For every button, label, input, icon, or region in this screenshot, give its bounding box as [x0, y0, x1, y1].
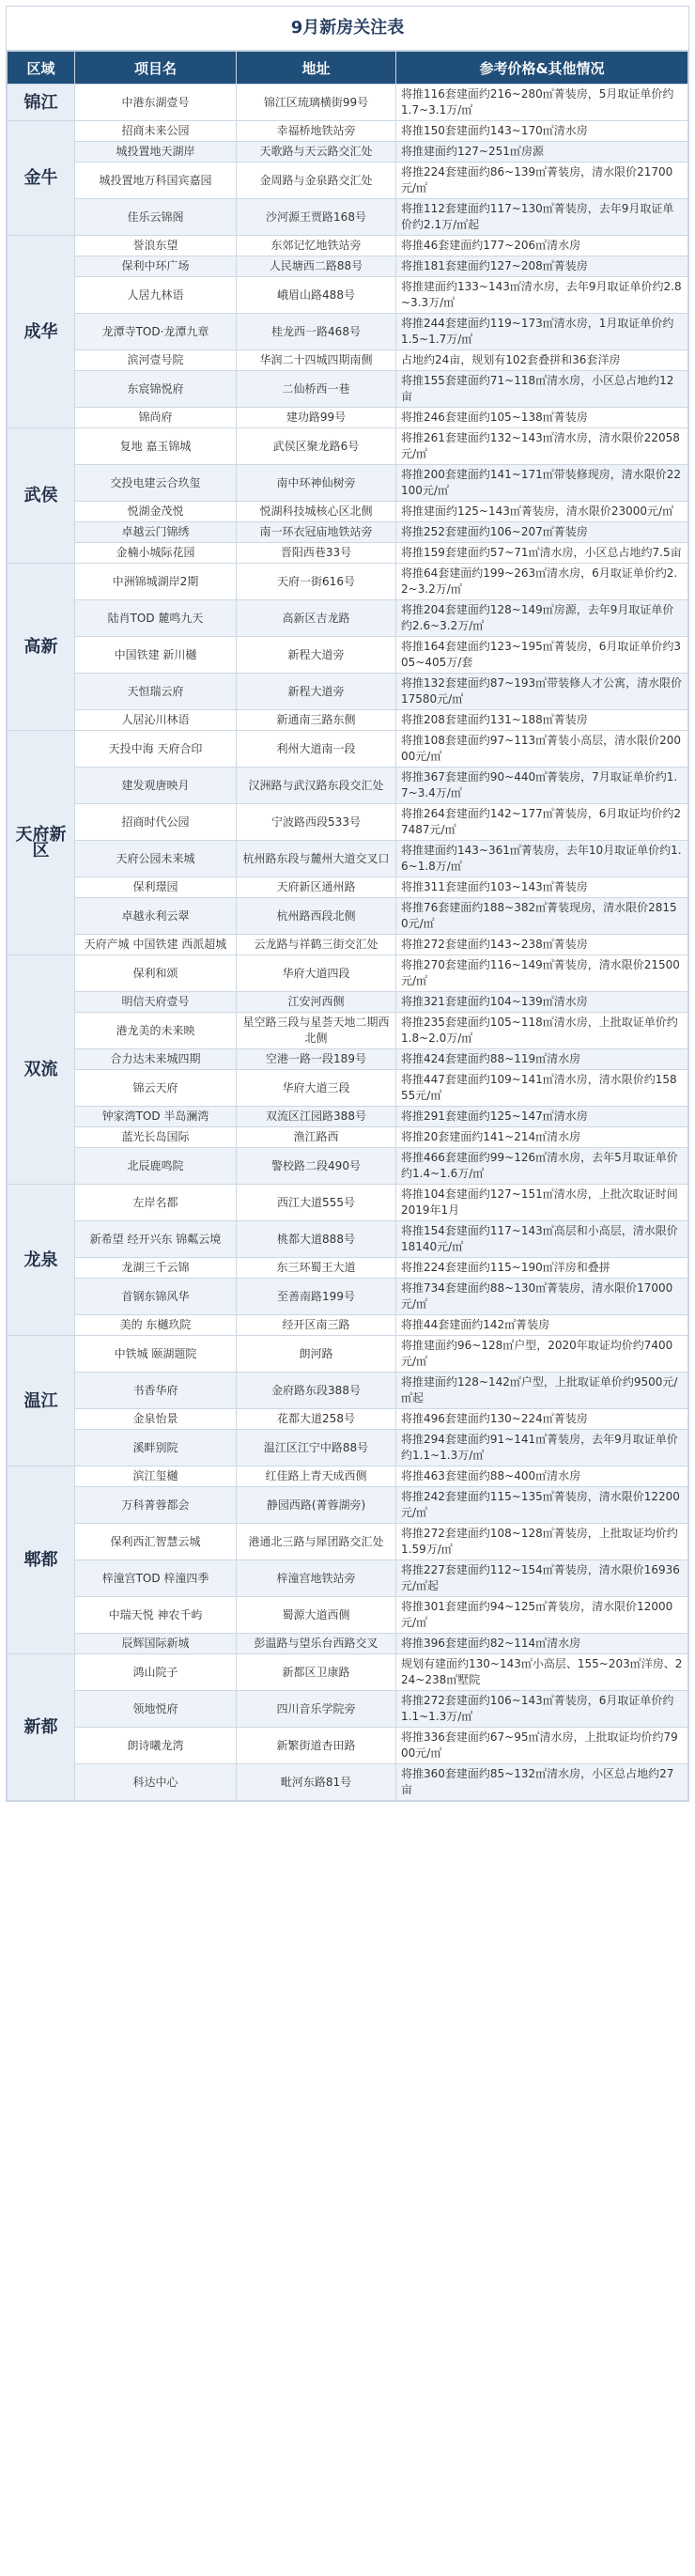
address-cell: 毗河东路81号 — [237, 1764, 396, 1801]
table-row — [8, 1315, 688, 1336]
header-project: 项目名 — [75, 52, 237, 85]
project-name-cell: 东宸锦悦府 — [75, 371, 237, 408]
project-name-cell: 鸿山院子 — [75, 1654, 237, 1691]
address-cell: 金府路东段388号 — [237, 1373, 396, 1409]
table-row — [8, 236, 688, 256]
table-row — [8, 350, 688, 371]
table-row — [8, 1430, 688, 1466]
address-cell: 朗河路 — [237, 1336, 396, 1373]
address-cell: 二仙桥西一巷 — [237, 371, 396, 408]
price-info-cell: 将推272套建面约108~128㎡菁装房，上批取证均价约1.59万/㎡ — [396, 1524, 688, 1560]
address-cell: 东三环蜀王大道 — [237, 1258, 396, 1279]
project-name-cell: 科达中心 — [75, 1764, 237, 1801]
table-row — [8, 408, 688, 428]
project-name-cell: 天恒瑞云府 — [75, 674, 237, 710]
project-name-cell: 保利璟园 — [75, 877, 237, 898]
price-info-cell: 将推360套建面约85~132㎡清水房，小区总占地约27亩 — [396, 1764, 688, 1801]
project-name-cell: 港龙美的未来映 — [75, 1013, 237, 1049]
header-price-info: 参考价格&其他情况 — [396, 52, 688, 85]
address-cell: 幸福桥地铁站旁 — [237, 121, 396, 142]
price-info-cell: 将推112套建面约117~130㎡菁装房，去年9月取证单价约2.1万/㎡起 — [396, 199, 688, 236]
price-info-cell: 将推294套建面约91~141㎡菁装房，去年9月取证单价约1.1~1.3万/㎡ — [396, 1430, 688, 1466]
table-row — [8, 199, 688, 236]
region-cell: 龙泉 — [8, 1185, 75, 1336]
project-name-cell: 天投中海 天府合印 — [75, 731, 237, 768]
address-cell: 花都大道258号 — [237, 1409, 396, 1430]
project-name-cell: 交投电建云合玖玺 — [75, 465, 237, 502]
address-cell: 渔江路西 — [237, 1127, 396, 1148]
project-name-cell: 明信天府壹号 — [75, 992, 237, 1013]
project-name-cell: 天府公园未来城 — [75, 841, 237, 877]
project-name-cell: 书香华府 — [75, 1373, 237, 1409]
price-info-cell: 将推367套建面约90~440㎡菁装房，7月取证单价约1.7~3.4万/㎡ — [396, 768, 688, 804]
table-row — [8, 522, 688, 543]
region-cell: 成华 — [8, 236, 75, 428]
price-info-cell: 将推246套建面约105~138㎡菁装房 — [396, 408, 688, 428]
table-row — [8, 256, 688, 277]
address-cell: 天府新区通州路 — [237, 877, 396, 898]
table-row — [8, 1373, 688, 1409]
address-cell: 汉洲路与武汉路东段交汇处 — [237, 768, 396, 804]
project-name-cell: 合力达未来城四期 — [75, 1049, 237, 1070]
address-cell: 悦湖科技城核心区北侧 — [237, 502, 396, 522]
table-row — [8, 804, 688, 841]
project-name-cell: 陆肖TOD 麓鸣九天 — [75, 600, 237, 637]
address-cell: 宁波路西段533号 — [237, 804, 396, 841]
table-row — [8, 1728, 688, 1764]
project-name-cell: 滨河壹号院 — [75, 350, 237, 371]
address-cell: 彭温路与望乐台西路交叉 — [237, 1634, 396, 1654]
project-name-cell: 城投置地万科国宾嘉园 — [75, 163, 237, 199]
price-info-cell: 将推463套建面约88~400㎡清水房 — [396, 1466, 688, 1487]
table-row — [8, 371, 688, 408]
region-cell: 锦江 — [8, 85, 75, 121]
project-name-cell: 北辰鹿鸣院 — [75, 1148, 237, 1185]
project-name-cell: 誉浪东望 — [75, 236, 237, 256]
table-row — [8, 1691, 688, 1728]
address-cell: 华润二十四城四期南侧 — [237, 350, 396, 371]
project-name-cell: 天府产城 中国铁建 西派超城 — [75, 935, 237, 955]
price-info-cell: 将推734套建面约88~130㎡菁装房，清水限价17000元/㎡ — [396, 1279, 688, 1315]
price-info-cell: 将推159套建面约57~71㎡清水房，小区总占地约7.5亩 — [396, 543, 688, 564]
region-cell: 郫都 — [8, 1466, 75, 1654]
project-name-cell: 辰辉国际新城 — [75, 1634, 237, 1654]
table-row — [8, 1107, 688, 1127]
table-row — [8, 1336, 688, 1373]
address-cell: 星空路三段与星荟天地二期西北侧 — [237, 1013, 396, 1049]
project-name-cell: 左岸名都 — [75, 1185, 237, 1221]
table-row — [8, 142, 688, 163]
address-cell: 经开区南三路 — [237, 1315, 396, 1336]
price-info-cell: 将推建面约133~143㎡清水房，去年9月取证单价约2.8~3.3万/㎡ — [396, 277, 688, 314]
table-row — [8, 1466, 688, 1487]
price-info-cell: 将推496套建面约130~224㎡菁装房 — [396, 1409, 688, 1430]
page-title: 9月新房关注表 — [7, 7, 688, 51]
price-info-cell: 将推208套建面约131~188㎡菁装房 — [396, 710, 688, 731]
price-info-cell: 将推261套建面约132~143㎡清水房，清水限价22058元/㎡ — [396, 428, 688, 465]
table-row — [8, 314, 688, 350]
price-info-cell: 将推227套建面约112~154㎡菁装房，清水限价16936元/㎡起 — [396, 1560, 688, 1597]
table-row — [8, 955, 688, 992]
project-name-cell: 朗诗曦龙湾 — [75, 1728, 237, 1764]
project-name-cell: 龙湖三千云锦 — [75, 1258, 237, 1279]
address-cell: 南一环衣冠庙地铁站旁 — [237, 522, 396, 543]
address-cell: 锦江区琉璃横街99号 — [237, 85, 396, 121]
price-info-cell: 将推200套建面约141~171㎡带装修现房，清水限价22100元/㎡ — [396, 465, 688, 502]
address-cell: 西江大道555号 — [237, 1185, 396, 1221]
project-name-cell: 中铁城 颐湖题院 — [75, 1336, 237, 1373]
address-cell: 晋阳西巷33号 — [237, 543, 396, 564]
project-name-cell: 锦云天府 — [75, 1070, 237, 1107]
project-name-cell: 中瑞天悦 神农千屿 — [75, 1597, 237, 1634]
price-info-cell: 将推164套建面约123~195㎡菁装房，6月取证单价约305~405万/套 — [396, 637, 688, 674]
price-info-cell: 将推311套建面约103~143㎡菁装房 — [396, 877, 688, 898]
price-info-cell: 将推270套建面约116~149㎡菁装房，清水限价21500元/㎡ — [396, 955, 688, 992]
table-row — [8, 768, 688, 804]
region-cell: 金牛 — [8, 121, 75, 236]
table-row — [8, 465, 688, 502]
address-cell: 杭州路西段北侧 — [237, 898, 396, 935]
table-row — [8, 877, 688, 898]
table-row — [8, 1487, 688, 1524]
table-row — [8, 710, 688, 731]
price-info-cell: 将推272套建面约106~143㎡菁装房，6月取证单价约1.1~1.3万/㎡ — [396, 1691, 688, 1728]
table-row — [8, 1409, 688, 1430]
address-cell: 警校路二段490号 — [237, 1148, 396, 1185]
project-name-cell: 招商时代公园 — [75, 804, 237, 841]
price-info-cell: 将推155套建面约71~118㎡清水房，小区总占地约12亩 — [396, 371, 688, 408]
price-info-cell: 将推447套建面约109~141㎡清水房，清水限价约15855元/㎡ — [396, 1070, 688, 1107]
price-info-cell: 将推301套建面约94~125㎡菁装房，清水限价12000元/㎡ — [396, 1597, 688, 1634]
address-cell: 温江区江宁中路88号 — [237, 1430, 396, 1466]
table-row — [8, 428, 688, 465]
price-info-cell: 将推224套建面约115~190㎡洋房和叠拼 — [396, 1258, 688, 1279]
address-cell: 峨眉山路488号 — [237, 277, 396, 314]
table-row — [8, 674, 688, 710]
project-name-cell: 保利中环广场 — [75, 256, 237, 277]
price-info-cell: 将推396套建面约82~114㎡清水房 — [396, 1634, 688, 1654]
table-row — [8, 502, 688, 522]
address-cell: 金周路与金泉路交汇处 — [237, 163, 396, 199]
price-info-cell: 将推建面约127~251㎡房源 — [396, 142, 688, 163]
price-info-cell: 规划有建面约130~143㎡小高层、155~203㎡洋房、224~238㎡墅院 — [396, 1654, 688, 1691]
price-info-cell: 将推244套建面约119~173㎡清水房，1月取证单价约1.5~1.7万/㎡ — [396, 314, 688, 350]
price-info-cell: 将推建面约128~142㎡户型，上批取证单价约9500元/㎡起 — [396, 1373, 688, 1409]
address-cell: 南中环神仙树旁 — [237, 465, 396, 502]
table-row — [8, 637, 688, 674]
project-name-cell: 美的 东樾玖院 — [75, 1315, 237, 1336]
project-name-cell: 中国铁建 新川樾 — [75, 637, 237, 674]
address-cell: 至善南路199号 — [237, 1279, 396, 1315]
project-name-cell: 中港东湖壹号 — [75, 85, 237, 121]
region-cell: 温江 — [8, 1336, 75, 1466]
table-row — [8, 1185, 688, 1221]
price-info-cell: 将推建面约96~128㎡户型，2020年取证均价约7400元/㎡ — [396, 1336, 688, 1373]
price-info-cell: 将推104套建面约127~151㎡清水房，上批次取证时间2019年1月 — [396, 1185, 688, 1221]
address-cell: 高新区吉龙路 — [237, 600, 396, 637]
table-body — [8, 85, 688, 1801]
price-info-cell: 将推132套建面约87~193㎡带装修人才公寓，清水限价17580元/㎡ — [396, 674, 688, 710]
project-name-cell: 人居九林语 — [75, 277, 237, 314]
table-row — [8, 1634, 688, 1654]
address-cell: 新都区卫康路 — [237, 1654, 396, 1691]
project-name-cell: 招商未来公园 — [75, 121, 237, 142]
project-name-cell: 溪畔别院 — [75, 1430, 237, 1466]
address-cell: 静园西路(菁蓉湖旁) — [237, 1487, 396, 1524]
address-cell: 人民塘西二路88号 — [237, 256, 396, 277]
price-info-cell: 将推264套建面约142~177㎡菁装房，6月取证均价约27487元/㎡ — [396, 804, 688, 841]
address-cell: 沙河源王贾路168号 — [237, 199, 396, 236]
table-row — [8, 992, 688, 1013]
price-info-cell: 将推291套建面约125~147㎡清水房 — [396, 1107, 688, 1127]
table-row — [8, 85, 688, 121]
price-info-cell: 将推150套建面约143~170㎡清水房 — [396, 121, 688, 142]
price-info-cell: 将推46套建面约177~206㎡清水房 — [396, 236, 688, 256]
project-name-cell: 建发观唐映月 — [75, 768, 237, 804]
address-cell: 四川音乐学院旁 — [237, 1691, 396, 1728]
table-row — [8, 935, 688, 955]
address-cell: 新繁街道杏田路 — [237, 1728, 396, 1764]
project-name-cell: 卓越永利云翠 — [75, 898, 237, 935]
price-info-cell: 将推20套建面约141~214㎡清水房 — [396, 1127, 688, 1148]
project-name-cell: 万科菁蓉都会 — [75, 1487, 237, 1524]
price-info-cell: 占地约24亩，规划有102套叠拼和36套洋房 — [396, 350, 688, 371]
price-info-cell: 将推466套建面约99~126㎡清水房，去年5月取证单价约1.4~1.6万/㎡ — [396, 1148, 688, 1185]
address-cell: 新通南三路东侧 — [237, 710, 396, 731]
table-row — [8, 1279, 688, 1315]
project-name-cell: 金泉怡景 — [75, 1409, 237, 1430]
price-info-cell: 将推44套建面约142㎡菁装房 — [396, 1315, 688, 1336]
table-row — [8, 841, 688, 877]
address-cell: 双流区江园路388号 — [237, 1107, 396, 1127]
address-cell: 东郊记忆地铁站旁 — [237, 236, 396, 256]
project-name-cell: 龙潭寺TOD·龙潭九章 — [75, 314, 237, 350]
address-cell: 华府大道三段 — [237, 1070, 396, 1107]
project-name-cell: 城投置地天湖岸 — [75, 142, 237, 163]
price-info-cell: 将推224套建面约86~139㎡菁装房，清水限价21700元/㎡ — [396, 163, 688, 199]
address-cell: 武侯区聚龙路6号 — [237, 428, 396, 465]
header-address: 地址 — [237, 52, 396, 85]
table-row — [8, 1148, 688, 1185]
table-row — [8, 543, 688, 564]
table-row — [8, 121, 688, 142]
address-cell: 云龙路与祥鹤三街交汇处 — [237, 935, 396, 955]
price-info-cell: 将推116套建面约216~280㎡菁装房，5月取证单价约1.7~3.1万/㎡ — [396, 85, 688, 121]
project-name-cell: 保利和颂 — [75, 955, 237, 992]
table-row — [8, 1127, 688, 1148]
address-cell: 新程大道旁 — [237, 637, 396, 674]
header-row — [8, 52, 688, 85]
address-cell: 空港一路一段189号 — [237, 1049, 396, 1070]
address-cell: 新程大道旁 — [237, 674, 396, 710]
price-info-cell: 将推204套建面约128~149㎡房源，去年9月取证单价约2.6~3.2万/㎡ — [396, 600, 688, 637]
region-cell: 天府新区 — [8, 731, 75, 955]
price-info-cell: 将推108套建面约97~113㎡菁装小高层，清水限价20000元/㎡ — [396, 731, 688, 768]
project-name-cell: 梓潼宫TOD 梓潼四季 — [75, 1560, 237, 1597]
address-cell: 梓潼宫地铁站旁 — [237, 1560, 396, 1597]
table-row — [8, 1221, 688, 1258]
project-name-cell: 复地 嘉玉锦城 — [75, 428, 237, 465]
address-cell: 利州大道南一段 — [237, 731, 396, 768]
region-cell: 新都 — [8, 1654, 75, 1801]
table-row — [8, 1597, 688, 1634]
address-cell: 华府大道四段 — [237, 955, 396, 992]
address-cell: 建功路99号 — [237, 408, 396, 428]
price-info-cell: 将推235套建面约105~118㎡清水房，上批取证单价约1.8~2.0万/㎡ — [396, 1013, 688, 1049]
table-row — [8, 1524, 688, 1560]
table-row — [8, 1654, 688, 1691]
price-info-cell: 将推181套建面约127~208㎡菁装房 — [396, 256, 688, 277]
price-info-cell: 将推252套建面约106~207㎡菁装房 — [396, 522, 688, 543]
project-name-cell: 滨江玺樾 — [75, 1466, 237, 1487]
table-row — [8, 1560, 688, 1597]
table-row — [8, 277, 688, 314]
project-name-cell: 悦湖金茂悦 — [75, 502, 237, 522]
table-row — [8, 1070, 688, 1107]
price-info-cell: 将推76套建面约188~382㎡菁装现房，清水限价28150元/㎡ — [396, 898, 688, 935]
address-cell: 杭州路东段与麓州大道交叉口 — [237, 841, 396, 877]
table-row — [8, 564, 688, 600]
region-cell: 武侯 — [8, 428, 75, 564]
project-name-cell: 人居沁川林语 — [75, 710, 237, 731]
price-info-cell: 将推建面约125~143㎡菁装房，清水限价23000元/㎡ — [396, 502, 688, 522]
price-info-cell: 将推64套建面约199~263㎡清水房，6月取证单价约2.2~3.2万/㎡ — [396, 564, 688, 600]
address-cell: 桃都大道888号 — [237, 1221, 396, 1258]
address-cell: 天府一街616号 — [237, 564, 396, 600]
price-info-cell: 将推272套建面约143~238㎡菁装房 — [396, 935, 688, 955]
address-cell: 江安河西侧 — [237, 992, 396, 1013]
table-row — [8, 1764, 688, 1801]
project-name-cell: 领地悦府 — [75, 1691, 237, 1728]
price-info-cell: 将推242套建面约115~135㎡菁装房，清水限价12200元/㎡ — [396, 1487, 688, 1524]
project-name-cell: 中洲锦城湖岸2期 — [75, 564, 237, 600]
project-name-cell: 卓越云门锦绣 — [75, 522, 237, 543]
project-name-cell: 保利西汇智慧云城 — [75, 1524, 237, 1560]
header-region: 区域 — [8, 52, 75, 85]
project-name-cell: 锦尚府 — [75, 408, 237, 428]
listing-table — [7, 51, 688, 1801]
price-info-cell: 将推154套建面约117~143㎡高层和小高层，清水限价18140元/㎡ — [396, 1221, 688, 1258]
price-info-cell: 将推424套建面约88~119㎡清水房 — [396, 1049, 688, 1070]
price-info-cell: 将推321套建面约104~139㎡清水房 — [396, 992, 688, 1013]
project-name-cell: 蓝光长岛国际 — [75, 1127, 237, 1148]
price-info-cell: 将推建面约143~361㎡菁装房，去年10月取证单价约1.6~1.8万/㎡ — [396, 841, 688, 877]
region-cell: 双流 — [8, 955, 75, 1185]
region-cell: 高新 — [8, 564, 75, 731]
price-info-cell: 将推336套建面约67~95㎡清水房，上批取证均价约7900元/㎡ — [396, 1728, 688, 1764]
table-row — [8, 1049, 688, 1070]
address-cell: 蜀源大道西侧 — [237, 1597, 396, 1634]
table-row — [8, 1258, 688, 1279]
address-cell: 天歌路与天云路交汇处 — [237, 142, 396, 163]
project-name-cell: 金楠小城际花园 — [75, 543, 237, 564]
address-cell: 红佳路上青天成西侧 — [237, 1466, 396, 1487]
table-row — [8, 1013, 688, 1049]
address-cell: 桂龙西一路468号 — [237, 314, 396, 350]
table-row — [8, 600, 688, 637]
table-container — [6, 6, 689, 1802]
table-row — [8, 163, 688, 199]
project-name-cell: 佳乐云锦阁 — [75, 199, 237, 236]
table-row — [8, 898, 688, 935]
project-name-cell: 钟家湾TOD 半岛澜湾 — [75, 1107, 237, 1127]
table-row — [8, 731, 688, 768]
project-name-cell: 新希望 经开兴东 锦粼云境 — [75, 1221, 237, 1258]
address-cell: 港通北三路与犀团路交汇处 — [237, 1524, 396, 1560]
project-name-cell: 首钢东锦风华 — [75, 1279, 237, 1315]
